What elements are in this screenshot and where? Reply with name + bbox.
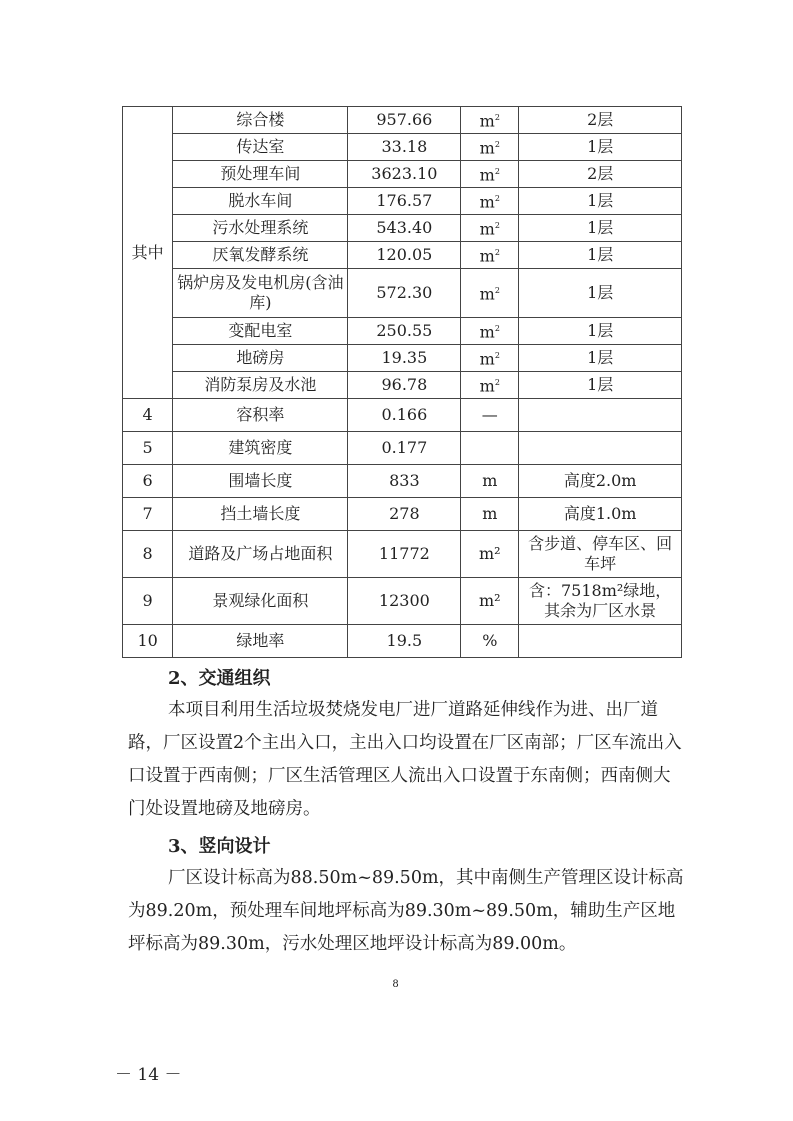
item-name: 地磅房 (173, 345, 348, 372)
unit-text: m (479, 349, 495, 369)
item-floors: 1层 (519, 372, 682, 399)
table-row (123, 465, 682, 498)
unit-text: m (479, 322, 495, 342)
table-row (123, 345, 682, 372)
item-name: 脱水车间 (173, 188, 348, 215)
item-value: 0.177 (348, 432, 461, 465)
item-value: 19.5 (348, 625, 461, 658)
table-row (123, 498, 682, 531)
item-name: 围墙长度 (173, 465, 348, 498)
item-floors: 2层 (519, 107, 682, 134)
table-row (123, 215, 682, 242)
superscript: 2 (494, 113, 500, 123)
item-unit (461, 107, 519, 134)
item-unit: m² (461, 578, 519, 625)
item-value: 11772 (348, 531, 461, 578)
item-unit (461, 345, 519, 372)
item-value: 176.57 (348, 188, 461, 215)
item-value: 33.18 (348, 134, 461, 161)
group-label: 其中 (123, 107, 173, 399)
item-floors: 2层 (519, 161, 682, 188)
row-number: 9 (123, 578, 173, 625)
item-floors: 1层 (519, 318, 682, 345)
superscript: 2 (494, 286, 500, 296)
superscript: 2 (494, 351, 500, 361)
item-value: 543.40 (348, 215, 461, 242)
item-name: 景观绿化面积 (173, 578, 348, 625)
item-note: 高度1.0m (519, 498, 682, 531)
item-unit: m² (461, 531, 519, 578)
table-row (123, 242, 682, 269)
item-name: 锅炉房及发电机房(含油库) (173, 269, 348, 318)
item-unit (461, 318, 519, 345)
item-name: 综合楼 (173, 107, 348, 134)
item-name: 道路及广场占地面积 (173, 531, 348, 578)
superscript: 2 (494, 194, 500, 204)
item-value: 19.35 (348, 345, 461, 372)
item-unit: m (461, 465, 519, 498)
item-name: 绿地率 (173, 625, 348, 658)
row-number: 4 (123, 399, 173, 432)
row-number: 8 (123, 531, 173, 578)
row-number: 5 (123, 432, 173, 465)
item-unit (461, 242, 519, 269)
table-row (123, 625, 682, 658)
unit-text: m (479, 246, 495, 266)
table-row (123, 432, 682, 465)
item-note: 含步道、停车区、回车坪 (519, 531, 682, 578)
item-name: 建筑密度 (173, 432, 348, 465)
superscript: 2 (494, 221, 500, 231)
item-note (519, 432, 682, 465)
item-value: 278 (348, 498, 461, 531)
superscript: 2 (494, 167, 500, 177)
table-row (123, 372, 682, 399)
item-value: 3623.10 (348, 161, 461, 188)
item-unit: m (461, 498, 519, 531)
item-floors: 1层 (519, 345, 682, 372)
row-number: 10 (123, 625, 173, 658)
section-body: 厂区设计标高为88.50m~89.50m，其中南侧生产管理区设计标高为89.20m，预处理车间地坪标高为89.30m~89.50m，辅助生产区地坪标高为89.30m，污水处理区地坪设计标高为89.00m。 (128, 868, 684, 954)
item-unit (461, 188, 519, 215)
item-value: 0.166 (348, 399, 461, 432)
item-unit (461, 432, 519, 465)
item-value: 833 (348, 465, 461, 498)
table-row (123, 188, 682, 215)
item-unit (461, 215, 519, 242)
item-note: 含：7518m²绿地，其余为厂区水景 (519, 578, 682, 625)
item-floors: 1层 (519, 242, 682, 269)
item-name: 挡土墙长度 (173, 498, 348, 531)
item-name: 厌氧发酵系统 (173, 242, 348, 269)
item-floors: 1层 (519, 188, 682, 215)
item-unit (461, 269, 519, 318)
item-name: 传达室 (173, 134, 348, 161)
section-heading: 3、竖向设计 (168, 836, 271, 857)
item-note: 高度2.0m (519, 465, 682, 498)
section-body: 本项目利用生活垃圾焚烧发电厂进厂道路延伸线作为进、出厂道路，厂区设置2个主出入口，主出入口均设置在厂区南部；厂区车流出入口设置于西南侧；厂区生活管理区人流出入口设置于东南侧；西南侧大门处设置地磅及地磅房。 (128, 700, 682, 819)
item-unit: % (461, 625, 519, 658)
item-floors: 1层 (519, 215, 682, 242)
item-floors: 1层 (519, 134, 682, 161)
item-unit (461, 372, 519, 399)
item-note (519, 399, 682, 432)
item-value: 120.05 (348, 242, 461, 269)
unit-text: m (479, 376, 495, 396)
superscript: 2 (494, 378, 500, 388)
item-note (519, 625, 682, 658)
table-row (123, 134, 682, 161)
item-name: 容积率 (173, 399, 348, 432)
content-flow (122, 106, 682, 990)
unit-text: m (479, 165, 495, 185)
item-value: 96.78 (348, 372, 461, 399)
item-unit: — (461, 399, 519, 432)
unit-text: m (479, 138, 495, 158)
superscript: 2 (494, 140, 500, 150)
item-floors: 1层 (519, 269, 682, 318)
item-unit (461, 161, 519, 188)
item-value: 250.55 (348, 318, 461, 345)
superscript: 2 (494, 324, 500, 334)
unit-text: m (479, 219, 495, 239)
unit-text: m (479, 111, 495, 131)
item-name: 预处理车间 (173, 161, 348, 188)
building-table (122, 106, 682, 658)
item-name: 污水处理系统 (173, 215, 348, 242)
table-row (123, 318, 682, 345)
item-value: 957.66 (348, 107, 461, 134)
item-name: 变配电室 (173, 318, 348, 345)
table-row (123, 531, 682, 578)
table-row (123, 269, 682, 318)
item-value: 12300 (348, 578, 461, 625)
item-unit (461, 134, 519, 161)
page-number: － 14 － (115, 1065, 182, 1085)
unit-text: m (479, 284, 495, 304)
table-row (123, 107, 682, 134)
row-number: 7 (123, 498, 173, 531)
row-number: 6 (123, 465, 173, 498)
inner-page-number: 8 (392, 979, 399, 990)
section-heading: 2、交通组织 (168, 668, 271, 689)
item-value: 572.30 (348, 269, 461, 318)
table-row (123, 399, 682, 432)
table-row (123, 578, 682, 625)
item-name: 消防泵房及水池 (173, 372, 348, 399)
unit-text: m (479, 192, 495, 212)
table-row (123, 161, 682, 188)
superscript: 2 (494, 248, 500, 258)
